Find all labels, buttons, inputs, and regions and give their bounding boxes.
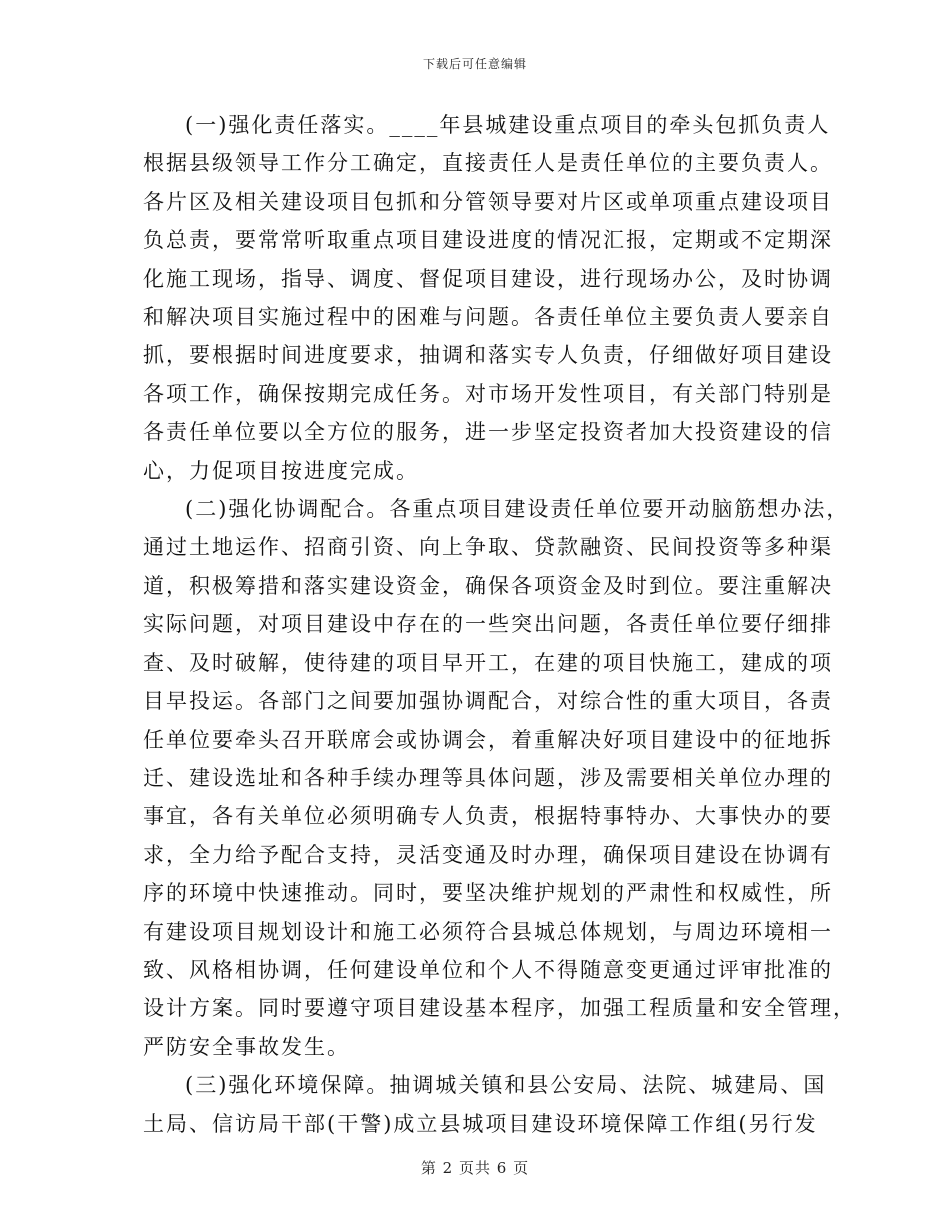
text-line: 抓，要根据时间进度要求，抽调和落实专人负责，仔细做好项目建设 [143,343,833,368]
text-line: (三)强化环境保障。抽调城关镇和县公安局、法院、城建局、国 [185,1073,827,1098]
paragraph-coordination [143,490,856,1066]
text-line: 负总责，要常常听取重点项目建设进度的情况汇报，定期或不定期深 [143,228,833,253]
text-line: 化施工现场，指导、调度、督促项目建设，进行现场办公，及时协调 [143,266,833,291]
text-line: 求，全力给予配合支持，灵活变通及时办理，确保项目建设在协调有 [143,842,833,867]
text-line: 通过土地运作、招商引资、向上争取、贷款融资、民间投资等多种渠 [143,535,833,560]
text-line: 实际问题，对项目建设中存在的一些突出问题，各责任单位要仔细排 [143,612,833,637]
text-line: 迁、建设选址和各种手续办理等具体问题，涉及需要相关单位办理的 [143,765,833,790]
text-line: (二)强化协调配合。各重点项目建设责任单位要开动脑筋想办法， [185,497,850,522]
paragraph-environment [143,1066,827,1143]
text-line: 事宜，各有关单位必须明确专人负责，根据特事特办、大事快办的要 [143,804,833,829]
text-line: 根据县级领导工作分工确定，直接责任人是责任单位的主要负责人。 [143,151,833,176]
text-line: 查、及时破解，使待建的项目早开工，在建的项目快施工，建成的项 [143,650,833,675]
text-line: 各责任单位要以全方位的服务，进一步坚定投资者加大投资建设的信 [143,420,833,445]
text-line: 设计方案。同时要遵守项目建设基本程序，加强工程质量和安全管理， [143,996,856,1021]
text-line: 严防安全事故发生。 [143,1034,350,1059]
text-line: 和解决项目实施过程中的困难与问题。各责任单位主要负责人要亲自 [143,305,833,330]
text-line: 目早投运。各部门之间要加强协调配合，对综合性的重大项目，各责 [143,689,833,714]
text-line: 心，力促项目按进度完成。 [143,458,419,483]
text-line: 各片区及相关建设项目包抓和分管领导要对片区或单项重点建设项目 [143,189,833,214]
text-line: 致、风格相协调，任何建设单位和个人不得随意变更通过评审批准的 [143,957,833,982]
document-body [143,106,856,1143]
text-line: 序的环境中快速推动。同时，要坚决维护规划的严肃性和权威性，所 [143,881,833,906]
page-header: 下载后可任意编辑 [422,57,527,71]
paragraph-responsibility [143,106,833,490]
text-line: (一)强化责任落实。____年县城建设重点项目的牵头包抓负责人 [185,113,831,137]
page-number-footer: 第 2 页共 6 页 [420,1159,530,1177]
text-line: 土局、信访局干部(干警)成立县城项目建设环境保障工作组(另行发 [143,1111,818,1136]
text-line: 道，积极筹措和落实建设资金，确保各项资金及时到位。要注重解决 [143,573,833,598]
text-line: 各项工作，确保按期完成任务。对市场开发性项目，有关部门特别是 [143,381,833,406]
text-line: 有建设项目规划设计和施工必须符合县城总体规划，与周边环境相一 [143,919,833,944]
text-line: 任单位要牵头召开联席会或协调会，着重解决好项目建设中的征地拆 [143,727,833,752]
